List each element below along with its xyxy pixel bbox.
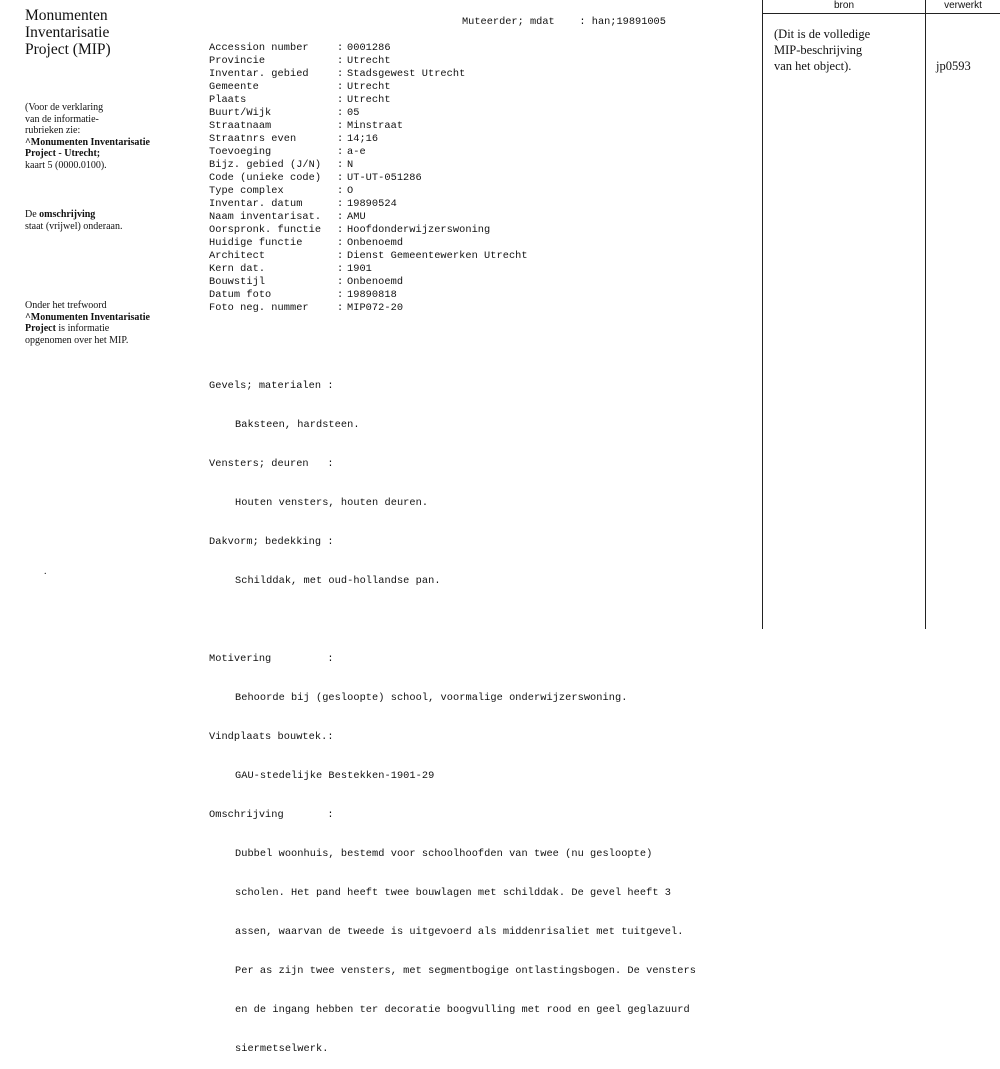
bron-line: MIP-beschrijving [774, 43, 863, 57]
field-key: Inventar. datum [209, 198, 303, 210]
field-key: Accession number [209, 42, 309, 54]
field-separator: : [337, 302, 344, 314]
verwerkt-code: jp0593 [936, 59, 971, 73]
note-bold: ^Monumenten Inventarisatie [25, 136, 150, 148]
omschrijving-line: Dubbel woonhuis, bestemd voor schoolhoofden van twee (nu gesloopte) [235, 848, 653, 860]
field-value: N [347, 159, 354, 171]
record-field-row [209, 68, 696, 81]
note-bold: ^Monumenten Inventarisatie [25, 311, 150, 323]
field-key: Gemeente [209, 81, 259, 93]
field-value: a-e [347, 146, 366, 158]
field-value: MIP072-20 [347, 302, 404, 314]
field-separator: : [337, 81, 344, 93]
vindplaats-heading: Vindplaats bouwtek.: [209, 731, 334, 743]
field-separator: : [337, 68, 344, 80]
record-field-row [209, 107, 696, 120]
field-separator: : [337, 250, 344, 262]
field-separator: : [337, 107, 344, 119]
field-separator: : [337, 237, 344, 249]
field-value: Hoofdonderwijzerswoning [347, 224, 491, 236]
field-separator: : [337, 198, 344, 210]
field-value: Minstraat [347, 120, 404, 132]
field-key: Buurt/Wijk [209, 107, 272, 119]
field-separator: : [337, 211, 344, 223]
field-value: UT-UT-051286 [347, 172, 422, 184]
field-separator: : [337, 94, 344, 106]
record-field-row [209, 250, 696, 263]
note-line: staat (vrijwel) onderaan. [25, 220, 123, 232]
gevels-heading: Gevels; materialen : [209, 380, 334, 392]
bron-line: (Dit is de volledige [774, 27, 871, 41]
field-key: Kern dat. [209, 263, 266, 275]
title-line: Inventarisatie [25, 24, 110, 41]
record-field-row [209, 185, 696, 198]
omschrijving-line: scholen. Het pand heeft twee bouwlagen met schilddak. De gevel heeft 3 [235, 887, 672, 899]
field-separator: : [337, 55, 344, 67]
column-divider [762, 0, 763, 629]
dakvorm-value: Schilddak, met oud-hollandse pan. [235, 575, 441, 587]
note-line: (Voor de verklaring [25, 102, 104, 113]
field-value: 05 [347, 107, 360, 119]
field-value: 14;16 [347, 133, 379, 145]
record-field-row [209, 198, 696, 211]
field-key: Foto neg. nummer [209, 302, 309, 314]
description-note [25, 209, 122, 232]
field-separator: : [337, 42, 344, 54]
omschrijving-line: siermetselwerk. [235, 1043, 329, 1055]
field-separator: : [337, 276, 344, 288]
omschrijving-line: Per as zijn twee vensters, met segmentbogige ontlastingsbogen. De vensters [235, 965, 696, 977]
field-key: Inventar. gebied [209, 68, 309, 80]
field-key: Straatnaam [209, 120, 272, 132]
note-line: Onder het trefwoord [25, 300, 107, 311]
record-field-row [209, 263, 696, 276]
keyword-note [25, 300, 150, 346]
field-key: Architect [209, 250, 266, 262]
field-separator: : [337, 120, 344, 132]
field-value: AMU [347, 211, 366, 223]
muteerder-field: Muteerder; mdat : han;19891005 [462, 16, 666, 28]
note-line: kaart 5 (0000.0100). [25, 159, 107, 171]
explanation-note [25, 102, 150, 172]
record-field-row [209, 146, 696, 159]
record-field-row [209, 120, 696, 133]
field-key: Naam inventarisat. [209, 211, 322, 223]
field-value: Utrecht [347, 81, 391, 93]
dakvorm-heading: Dakvorm; bedekking : [209, 536, 334, 548]
field-separator: : [337, 146, 344, 158]
motivering-value: Behoorde bij (gesloopte) school, voormalige onderwijzerswoning. [235, 692, 628, 704]
record-body [209, 16, 696, 1069]
field-key: Oorspronk. functie [209, 224, 322, 236]
field-value: Stadsgewest Utrecht [347, 68, 466, 80]
field-separator: : [337, 289, 344, 301]
field-value: 0001286 [347, 42, 391, 54]
field-value: 19890524 [347, 198, 397, 210]
note-text: is informatie [55, 323, 110, 335]
field-value: Onbenoemd [347, 237, 404, 249]
note-line: rubrieken zie: [25, 125, 81, 137]
field-separator: : [337, 133, 344, 145]
bron-line: van het object). [774, 59, 852, 73]
verwerkt-header: verwerkt [944, 0, 982, 11]
field-value: Onbenoemd [347, 276, 404, 288]
gevels-value: Baksteen, hardsteen. [235, 419, 360, 431]
note-text: De [25, 209, 40, 220]
field-key: Code (unieke code) [209, 172, 322, 184]
field-value: Utrecht [347, 94, 391, 106]
field-key: Huidige functie [209, 237, 303, 249]
bron-header: bron [833, 0, 854, 11]
field-key: Bijz. gebied (J/N) [209, 159, 322, 171]
note-line: opgenomen over het MIP. [25, 334, 129, 346]
title-line: Monumenten [25, 7, 108, 24]
record-field-row [209, 133, 696, 146]
field-value: Dienst Gemeentewerken Utrecht [347, 250, 528, 262]
vindplaats-value: GAU-stedelijke Bestekken-1901-29 [235, 770, 435, 782]
field-separator: : [337, 185, 344, 197]
record-field-row [209, 42, 696, 55]
omschrijving-heading: Omschrijving : [209, 809, 334, 821]
field-key: Plaats [209, 94, 247, 106]
vensters-value: Houten vensters, houten deuren. [235, 497, 429, 509]
field-separator: : [337, 224, 344, 236]
field-key: Provincie [209, 55, 266, 67]
field-key: Straatnrs even [209, 133, 297, 145]
record-field-row [209, 224, 696, 237]
collection-title [25, 7, 111, 58]
record-field-row [209, 302, 696, 315]
motivering-heading: Motivering : [209, 653, 334, 665]
title-line: Project (MIP) [25, 41, 111, 58]
omschrijving-line: en de ingang hebben ter decoratie boogvulling met rood en geel geglazuurd [235, 1004, 690, 1016]
note-bold: Project [25, 323, 56, 335]
record-field-row [209, 159, 696, 172]
record-field-row [209, 172, 696, 185]
field-separator: : [337, 263, 344, 275]
field-value: Utrecht [347, 55, 391, 67]
omschrijving-line: assen, waarvan de tweede is uitgevoerd als middenrisaliet met tuitgevel. [235, 926, 684, 938]
stray-mark: . [44, 566, 47, 577]
note-bold: omschrijving [39, 209, 96, 220]
column-divider [925, 0, 926, 629]
field-value: 19890818 [347, 289, 397, 301]
field-key: Toevoeging [209, 146, 272, 158]
field-key: Bouwstijl [209, 276, 266, 288]
field-value: 1901 [347, 263, 372, 275]
record-field-row [209, 237, 696, 250]
record-field-row [209, 276, 696, 289]
field-value: O [347, 185, 354, 197]
field-separator: : [337, 159, 344, 171]
field-key: Type complex [209, 185, 284, 197]
record-field-row [209, 289, 696, 302]
record-field-row [209, 81, 696, 94]
bron-note [774, 26, 870, 74]
record-field-row [209, 211, 696, 224]
note-bold: Project - Utrecht; [25, 148, 101, 160]
record-field-row [209, 55, 696, 68]
vensters-heading: Vensters; deuren : [209, 458, 334, 470]
header-rule [762, 13, 1000, 14]
note-line: van de informatie- [25, 113, 99, 125]
field-key: Datum foto [209, 289, 272, 301]
record-field-row [209, 94, 696, 107]
field-separator: : [337, 172, 344, 184]
